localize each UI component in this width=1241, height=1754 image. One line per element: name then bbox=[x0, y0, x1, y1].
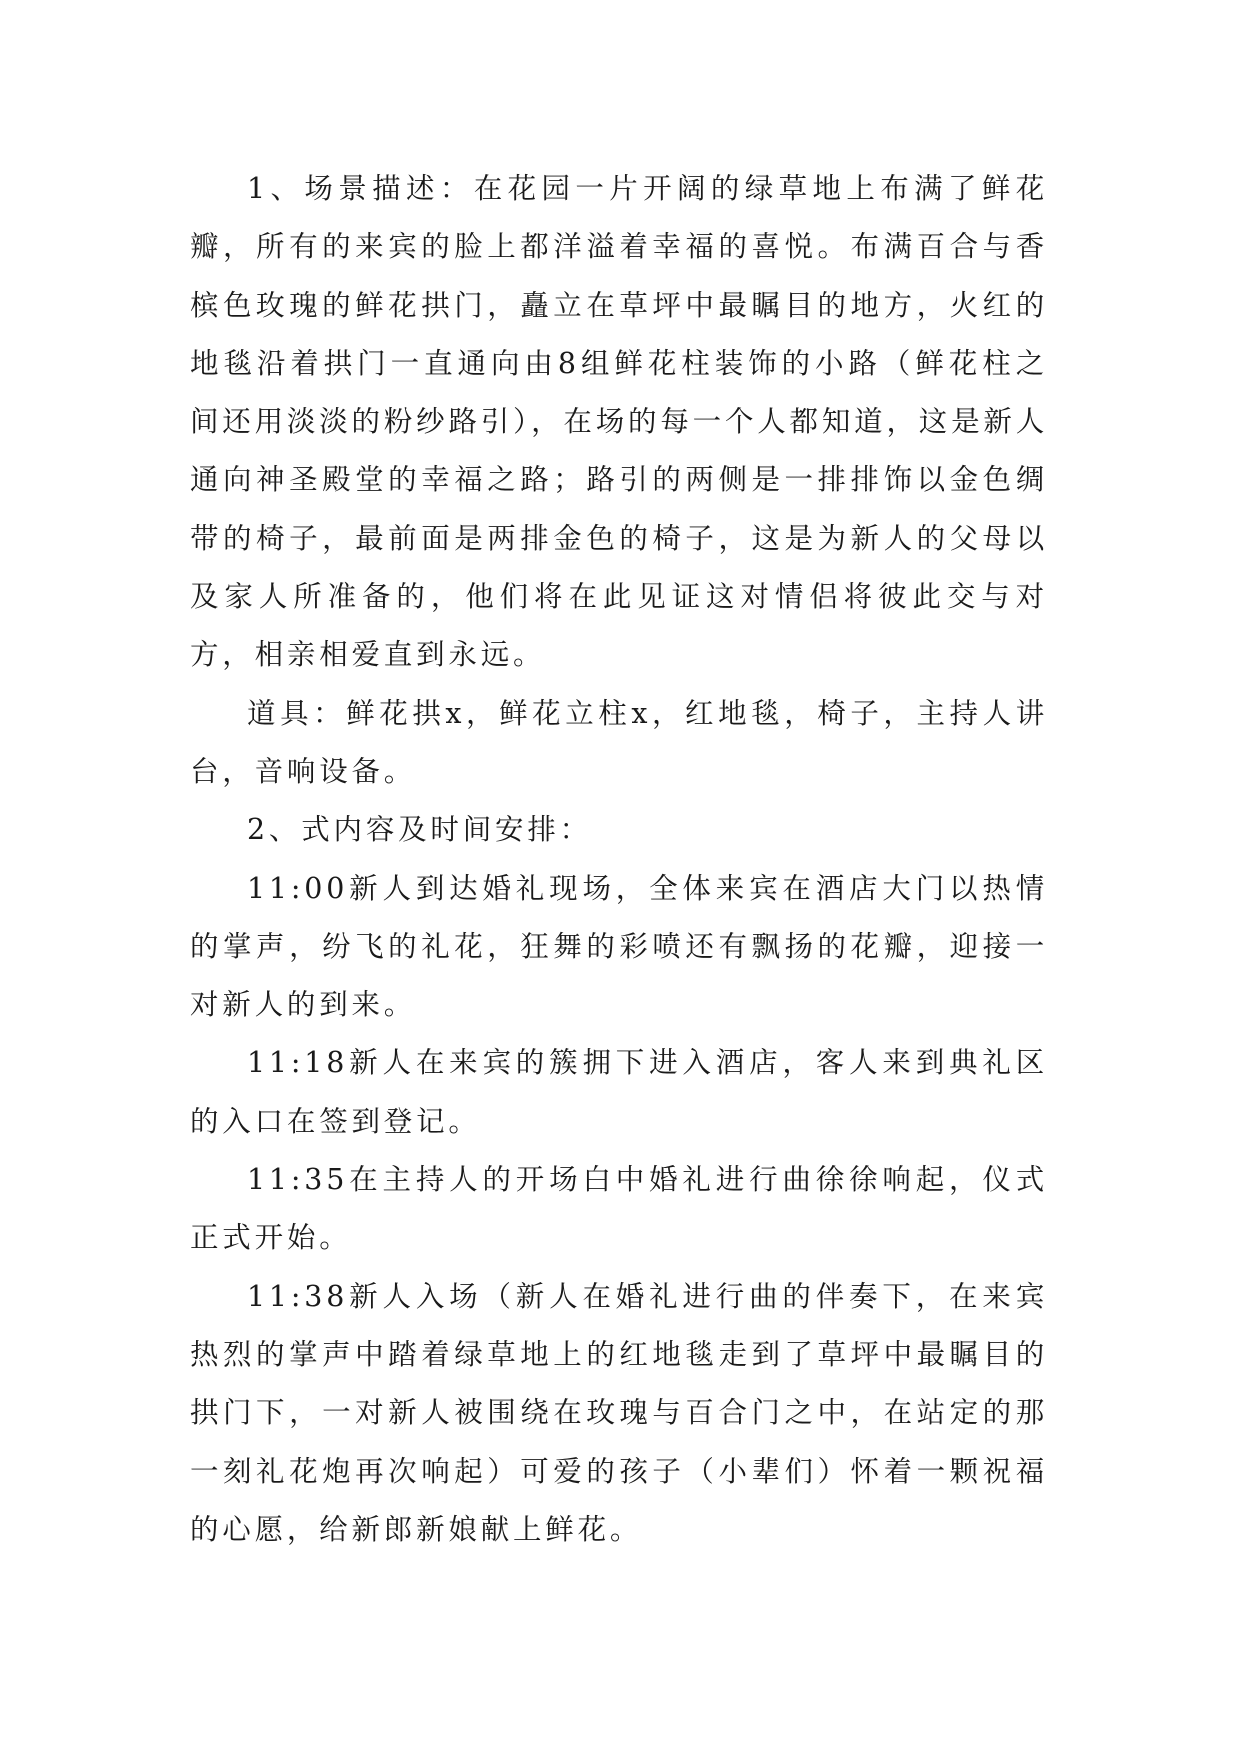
paragraph-scene-description: 1、场景描述：在花园一片开阔的绿草地上布满了鲜花瓣，所有的来宾的脸上都洋溢着幸福的喜悦。布满百合与香槟色玫瑰的鲜花拱门，矗立在草坪中最瞩目的地方，火红的地毯沿着拱门一直通向由8组鲜花柱装饰的小路（鲜花柱之间还用淡淡的粉纱路引），在场的每一个人都知道，这是新人通向神圣殿堂的幸福之路；路引的两侧是一排排饰以金色绸带的椅子，最前面是两排金色的椅子，这是为新人的父母以及家人所准备的，他们将在此见证这对情侣将彼此交与对方，相亲相爱直到永远。 bbox=[190, 172, 1048, 672]
paragraph-schedule-1100: 11:00新人到达婚礼现场，全体来宾在酒店大门以热情的掌声，纷飞的礼花，狂舞的彩喷还有飘扬的花瓣，迎接一对新人的到来。 bbox=[190, 871, 1048, 1022]
paragraph-schedule-1135: 11:35在主持人的开场白中婚礼进行曲徐徐响起，仪式正式开始。 bbox=[190, 1163, 1048, 1255]
paragraph-schedule-1138: 11:38新人入场（新人在婚礼进行曲的伴奏下，在来宾热烈的掌声中踏着绿草地上的红地毯走到了草坪中最瞩目的拱门下，一对新人被围绕在玫瑰与百合门之中，在站定的那一刻礼花炮再次响起）可爱的孩子（小辈们）怀着一颗祝福的心愿，给新郎新娘献上鲜花。 bbox=[190, 1279, 1048, 1546]
paragraph-props: 道具：鲜花拱x，鲜花立柱x，红地毯，椅子，主持人讲台，音响设备。 bbox=[190, 696, 1048, 788]
document-body bbox=[190, 160, 1048, 1559]
paragraph-schedule-heading: 2、式内容及时间安排： bbox=[247, 813, 592, 847]
paragraph-schedule-1118: 11:18新人在来宾的簇拥下进入酒店，客人来到典礼区的入口在签到登记。 bbox=[190, 1046, 1048, 1138]
